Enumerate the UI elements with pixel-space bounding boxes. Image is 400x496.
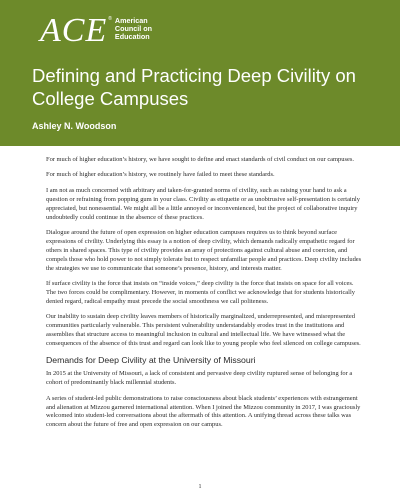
paragraph: In 2015 at the University of Missouri, a lack of consistent and pervasive deep civility ruptured sense of belonging for a cohort of predominantly black millennial students.: [46, 370, 353, 387]
logo-line-1: American: [114, 16, 148, 25]
paragraph: For much of higher education’s history, we have sought to define and enact standards of civil conduct on our campuses.: [46, 156, 354, 163]
author-name: Ashley N. Woodson: [32, 121, 117, 131]
document-body: [46, 156, 362, 437]
paragraph: Our inability to sustain deep civility leaves members of historically marginalized, underrepresented, and misrepresented communities particularly vulnerable. This persistent vulnerability understandably erodes trust in the institutions and assemblies that structure access to meaningful inclusion in cultural and intellectual life. We have witnessed what the consequences of the absence of this trust and regard can look like to young people who feel silenced on college campuses.: [46, 313, 361, 347]
header-banner: [0, 0, 400, 146]
logo-organization-name: [115, 17, 152, 41]
logo-line-2: Council on: [114, 24, 153, 33]
ace-logo: [40, 14, 152, 48]
section-heading: Demands for Deep Civility at the University of Missouri: [46, 355, 256, 366]
page-number: 1: [198, 484, 202, 490]
registered-mark: ®: [108, 16, 112, 22]
paragraph: A series of student-led public demonstrations to raise consciousness about black students’ experiences with estrangement and alienation at Mizzou garnered international attention. When I joined the Mizzou community in 2017, I was graciously welcomed into student-led conversations about the aftermath of this attention. A unifying thread across these talks was concern about the future of free and open expression on our campus.: [46, 394, 361, 429]
logo-line-3: Education: [114, 32, 150, 41]
logo-mark: ACE: [40, 12, 108, 49]
paragraph: For much of higher education’s history, we routinely have failed to meet these standards.: [46, 171, 275, 179]
paragraph: Dialogue around the future of open expression on higher education campuses requires us to think beyond surface expressions of civility. Underlying this essay is a notion of deep civility, which demands radically empathetic regard for others in shared spaces. This type of civility provides an array of protections against cultural abuse and coercion, and compels those who hold power to not simply tolerate but to respect unfamiliar people and practices. Deep civility includes the strategies we use to communicate that someone’s presence, history, and interests matter.: [46, 228, 362, 272]
paragraph: I am not as much concerned with arbitrary and taken-for-granted norms of civility, such as raising your hand to ask a question or refraining from popping gum in your class. Civility as etiquette or as unobtrusive self-presentation is certainly appreciated, but nonessential. We might all be a little annoyed or inconvenienced, but the project of collaborative inquiry undoubtedly could continue in the absence of these practices.: [46, 186, 360, 221]
paragraph: If surface civility is the force that insists on “inside voices,” deep civility is the force that insists on space for all voices. The two forces could be complimentary. However, in moments of conflict we acknowledge that for students historically denied regard, radical empathy must precede the social smoothness we call politeness.: [46, 279, 355, 305]
document-title: Defining and Practicing Deep Civility on College Campuses: [32, 65, 356, 109]
